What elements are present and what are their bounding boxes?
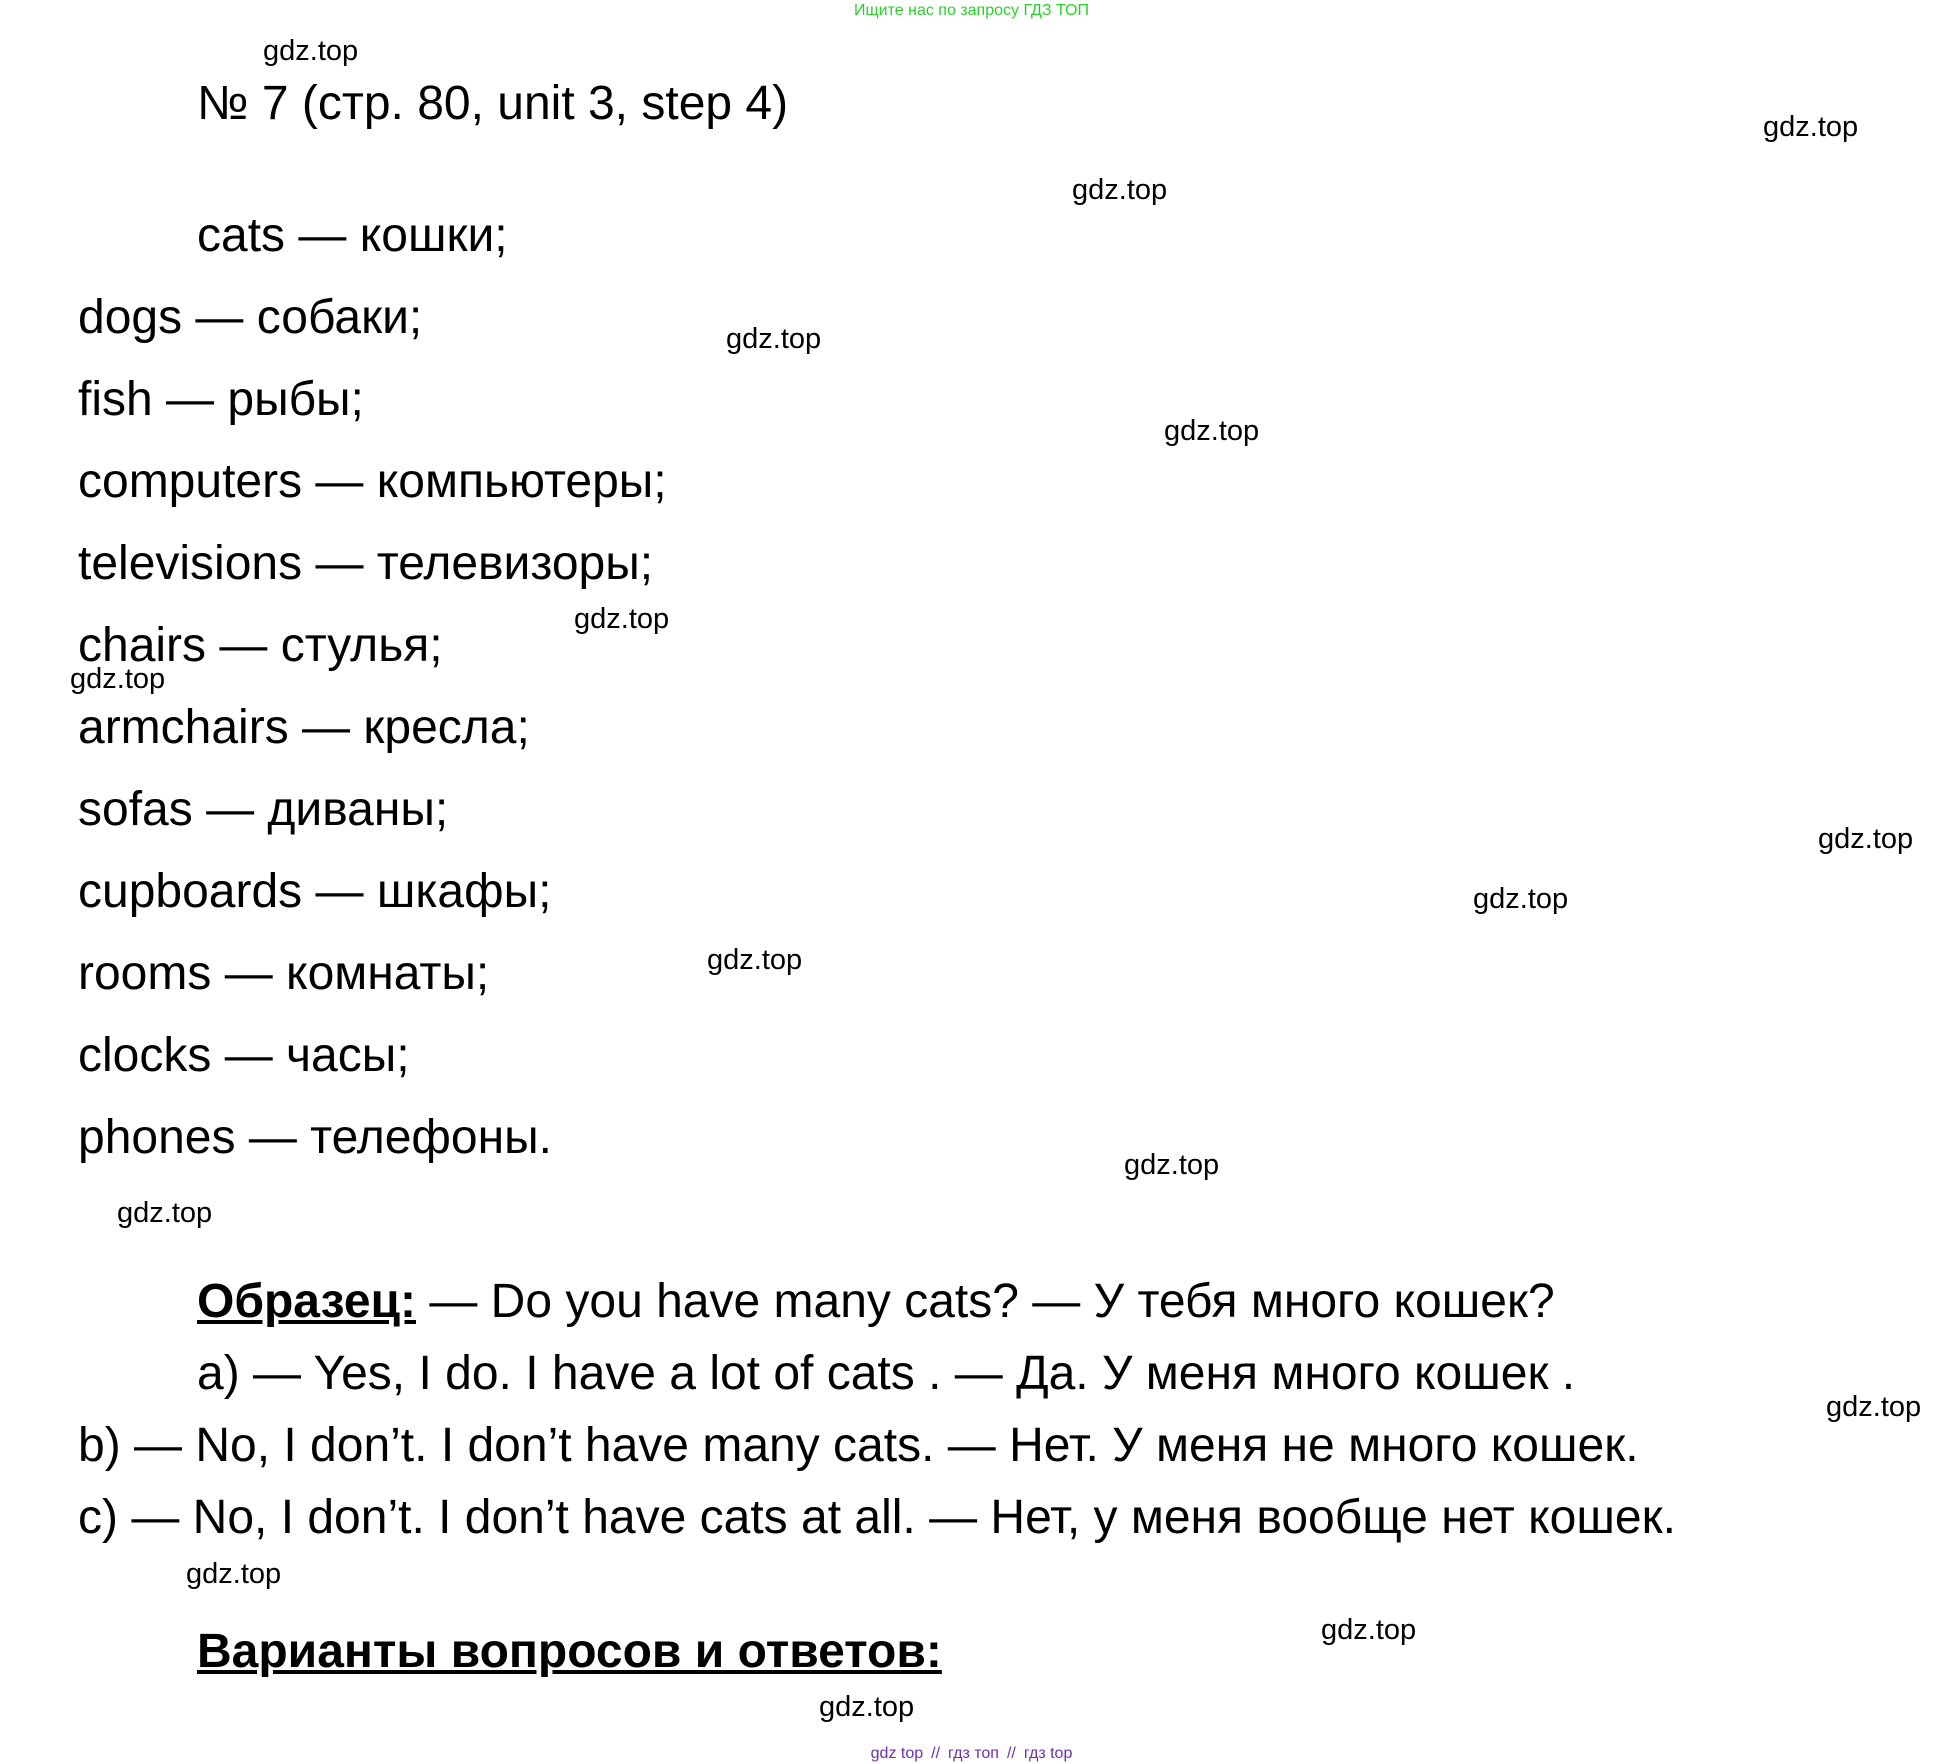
example-answer-b: b) — No, I don’t. I don’t have many cats. — Нет. У меня не много кошек. <box>78 1419 1639 1472</box>
vocab-item: rooms — комнаты; <box>78 947 490 1000</box>
vocab-item: cupboards — шкафы; <box>78 865 552 918</box>
variants-heading: Варианты вопросов и ответов: <box>197 1625 942 1678</box>
vocab-item: phones — телефоны. <box>78 1111 552 1164</box>
example-block <box>0 1266 1676 1554</box>
watermark: gdz.top <box>186 1558 282 1590</box>
example-question: — Do you have many cats? — У тебя много кошек? <box>416 1275 1555 1328</box>
watermark: gdz.top <box>819 1691 915 1723</box>
bottom-link-separator: // <box>1006 1745 1016 1762</box>
watermark: gdz.top <box>574 603 670 635</box>
bottom-link-separator: // <box>931 1745 941 1762</box>
watermark: gdz.top <box>707 944 803 976</box>
watermark: gdz.top <box>1124 1149 1220 1181</box>
watermark: gdz.top <box>1763 111 1859 143</box>
vocab-item: televisions — телевизоры; <box>78 537 654 590</box>
watermark: gdz.top <box>1164 415 1260 447</box>
vocab-item: chairs — стулья; <box>78 619 443 672</box>
vocab-item: fish — рыбы; <box>78 373 364 426</box>
watermark: gdz.top <box>1321 1614 1417 1646</box>
bottom-link[interactable]: гдз топ <box>948 1745 999 1762</box>
top-banner: Ищите нас по запросу ГДЗ ТОП <box>854 2 1089 19</box>
vocab-item: clocks — часы; <box>78 1029 410 1082</box>
example-label: Образец: <box>197 1275 416 1328</box>
exercise-title: № 7 (стр. 80, unit 3, step 4) <box>197 77 789 130</box>
watermark: gdz.top <box>1072 174 1168 206</box>
example-answer-a: a) — Yes, I do. I have a lot of cats . — Да. У меня много кошек . <box>197 1347 1576 1400</box>
watermark: gdz.top <box>726 323 822 355</box>
vocab-item: sofas — диваны; <box>78 783 449 836</box>
example-question-line <box>0 1266 1676 1338</box>
vocab-item: dogs — собаки; <box>78 291 423 344</box>
watermark: gdz.top <box>1818 823 1914 855</box>
watermark: gdz.top <box>117 1197 213 1229</box>
watermark: gdz.top <box>1473 883 1569 915</box>
watermark: gdz.top <box>1826 1391 1922 1423</box>
bottom-link[interactable]: гдз top <box>1023 1745 1073 1762</box>
vocab-item: armchairs — кресла; <box>78 701 530 754</box>
watermark: gdz.top <box>263 35 359 67</box>
watermark: gdz.top <box>70 663 166 695</box>
bottom-links <box>0 1745 1943 1763</box>
example-answer-c: c) — No, I don’t. I don’t have cats at all. — Нет, у меня вообще нет кошек. <box>78 1491 1676 1544</box>
vocab-item: computers — компьютеры; <box>78 455 667 508</box>
vocab-item: cats — кошки; <box>197 209 508 262</box>
bottom-link[interactable]: gdz top <box>870 1745 924 1762</box>
